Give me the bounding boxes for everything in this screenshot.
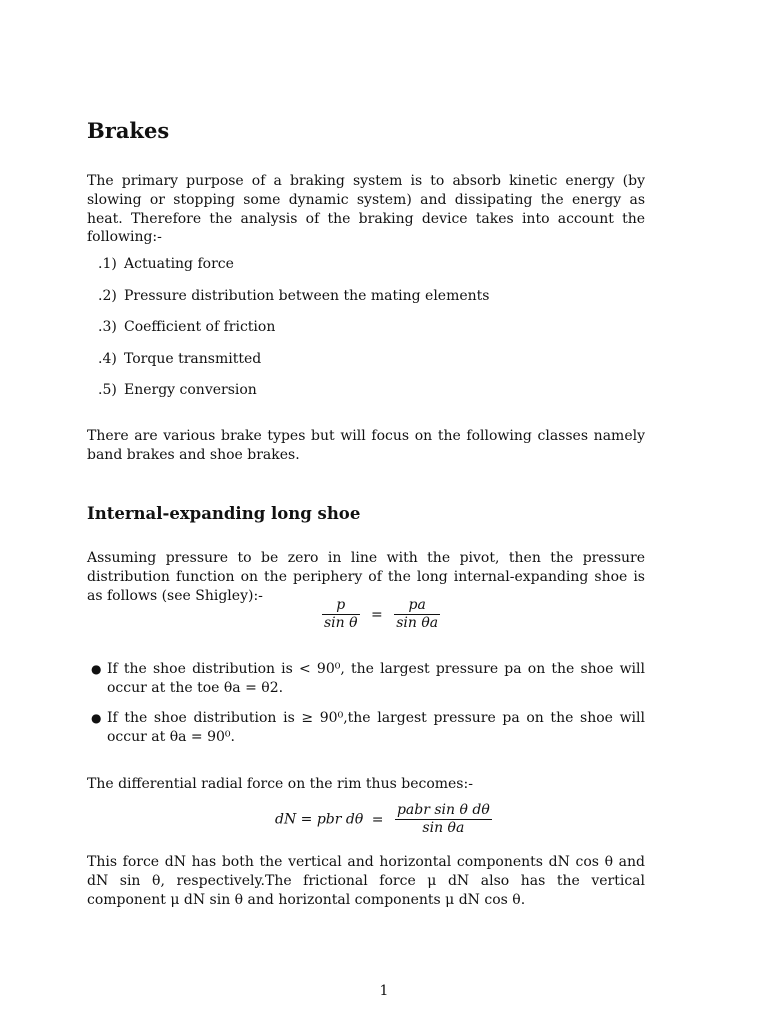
list-item [98, 351, 261, 367]
equals-sign: = [371, 606, 383, 623]
list-item-number: .3) [98, 319, 117, 335]
bullet-text: If the shoe distribution is ≥ 90⁰,the largest pressure pa on the shoe will occur at θa = 90⁰. [107, 710, 645, 745]
list-item-number: .5) [98, 382, 117, 398]
bullet-icon: ● [91, 711, 102, 725]
equals-sign: = [371, 811, 384, 828]
page-title: Brakes [87, 118, 170, 143]
list-item-number: .2) [98, 287, 117, 304]
list-item [98, 256, 234, 272]
page-number: 1 [379, 983, 389, 999]
fraction [395, 802, 492, 837]
list-item-number: .4) [98, 350, 117, 367]
fraction-numerator: p [322, 597, 360, 615]
intro-paragraph: The primary purpose of a braking system is to absorb kinetic energy (by slowing or stopping some dynamic system) and dissipating the energy as heat. Therefore the analysis of the braking device takes into account the following:- [87, 173, 645, 246]
list-item [98, 288, 489, 304]
fraction-denominator: sin θa [396, 615, 439, 631]
list-item [98, 319, 275, 335]
list-item-text: Actuating force [124, 256, 234, 272]
brake-types-paragraph: There are various brake types but will focus on the following classes namely band brakes and shoe brakes. [87, 428, 645, 463]
equation-lhs: dN = pbr dθ [275, 811, 364, 828]
section-heading: Internal-expanding long shoe [87, 504, 361, 523]
fraction-denominator: sin θ [324, 615, 358, 631]
fraction-denominator: sin θa [422, 820, 465, 836]
list-item-text: Torque transmitted [124, 350, 262, 367]
list-item-text: Energy conversion [124, 382, 257, 398]
pressure-paragraph: Assuming pressure to be zero in line with the pivot, then the pressure distribution function on the periphery of the long internal-expanding shoe is as follows (see Shigley):- [87, 550, 645, 604]
bullet-item [91, 709, 645, 747]
pressure-equation [319, 597, 443, 632]
fraction-numerator: pa [394, 597, 440, 615]
fraction-numerator: pabr sin θ dθ [396, 802, 490, 818]
radial-force-paragraph: The differential radial force on the rim thus becomes:- [87, 776, 473, 792]
list-item [98, 382, 257, 398]
list-item-text: Coefficient of friction [124, 319, 276, 335]
bullet-icon: ● [91, 662, 102, 676]
bullet-item [91, 660, 645, 698]
bullet-text: If the shoe distribution is < 90⁰, the largest pressure pa on the shoe will occur at the toe θa = θ2. [107, 661, 645, 696]
fraction-right [394, 597, 440, 632]
radial-force-equation [275, 802, 495, 837]
fraction-left [322, 597, 360, 632]
components-paragraph: This force dN has both the vertical and horizontal components dN cos θ and dN sin θ, respectively.The frictional force μ dN also has the vertical component μ dN sin θ and horizontal components μ dN cos θ. [87, 854, 645, 908]
list-item-number: .1) [98, 256, 117, 272]
list-item-text: Pressure distribution between the mating elements [124, 287, 490, 304]
